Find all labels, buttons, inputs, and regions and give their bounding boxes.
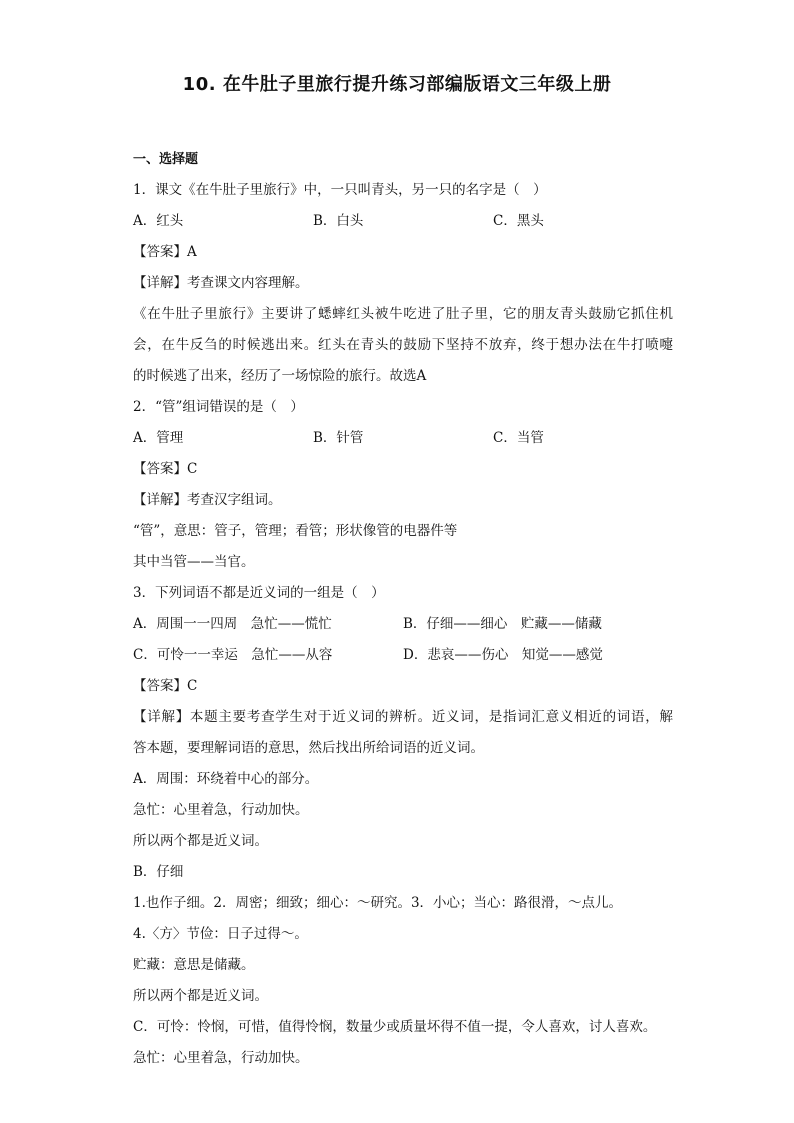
q3-explain-line: 贮藏：意思是储藏。 xyxy=(133,957,255,973)
q3-explain-line: 所以两个都是近义词。 xyxy=(133,833,268,849)
q3-option-d: D．悲哀——伤心 知觉——感觉 xyxy=(403,647,603,663)
question-3-stem: 3．下列词语不都是近义词的一组是（ ） xyxy=(133,585,385,601)
question-2-options xyxy=(133,423,673,454)
q3-explain-line: 4.〈方〉节俭：日子过得～。 xyxy=(133,926,308,942)
question-3-options-row-1 xyxy=(133,609,673,640)
q3-option-b: B．仔细——细心 贮藏——储藏 xyxy=(403,616,602,632)
q1-option-c: C．黑头 xyxy=(493,213,544,229)
document-body xyxy=(133,144,673,1074)
q3-explain-line: 急忙：心里着急，行动加快。 xyxy=(133,1050,309,1066)
q1-explain-line: 会，在牛反刍的时候逃出来。红头在青头的鼓励下坚持不放弃，终于想办法在牛打喷嚏 xyxy=(133,337,673,353)
q1-option-b: B．白头 xyxy=(313,213,364,229)
q3-explain-line: A．周围：环绕着中心的部分。 xyxy=(133,771,319,787)
q3-detail-line: 答本题，要理解词语的意思，然后找出所给词语的近义词。 xyxy=(133,740,484,756)
q3-option-a: A．周围一一四周 急忙——慌忙 xyxy=(133,616,332,632)
question-3-answer: 【答案】C xyxy=(133,678,198,694)
question-3-options-row-2 xyxy=(133,640,673,671)
q3-explain-line: B．仔细 xyxy=(133,864,184,880)
q3-option-c: C．可怜一一幸运 急忙——从容 xyxy=(133,647,333,663)
question-2-answer: 【答案】C xyxy=(133,461,198,477)
q3-explain-line: 所以两个都是近义词。 xyxy=(133,988,268,1004)
section-heading: 一、选择题 xyxy=(133,152,199,167)
q2-option-a: A．管理 xyxy=(133,430,184,446)
q1-explain-line: 的时候逃了出来，经历了一场惊险的旅行。故选A xyxy=(133,368,427,384)
q3-explain-line: 1.也作子细。2．周密；细致；细心：～研究。3．小心；当心：路很滑，～点儿。 xyxy=(133,895,623,911)
q3-explain-line: 急忙：心里着急，行动加快。 xyxy=(133,802,309,818)
question-1-stem: 1．课文《在牛肚子里旅行》中，一只叫青头，另一只的名字是（ ） xyxy=(133,182,547,198)
question-1-options xyxy=(133,206,673,237)
q2-explain-line: “管”，意思：管子，管理；看管；形状像管的电器件等 xyxy=(133,523,458,539)
q3-explain-line: C．可怜：怜悯，可惜，值得怜悯，数量少或质量坏得不值一提，令人喜欢，讨人喜欢。 xyxy=(133,1019,657,1035)
q1-explain-line: 《在牛肚子里旅行》主要讲了蟋蟀红头被牛吃进了肚子里，它的朋友青头鼓励它抓住机 xyxy=(133,306,673,322)
question-2-detail: 【详解】考查汉字组词。 xyxy=(133,492,282,508)
q2-explain-line: 其中当管——当官。 xyxy=(133,554,255,570)
page-title: 10. 在牛肚子里旅行提升练习部编版语文三年级上册 xyxy=(182,74,612,95)
q2-option-c: C．当管 xyxy=(493,430,544,446)
question-2-stem: 2．“管”组词错误的是（ ） xyxy=(133,399,304,415)
q3-detail-line: 【详解】本题主要考查学生对于近义词的辨析。近义词，是指词汇意义相近的词语，解 xyxy=(133,709,673,725)
q1-option-a: A．红头 xyxy=(133,213,184,229)
question-1-answer: 【答案】A xyxy=(133,244,197,260)
question-1-detail: 【详解】考查课文内容理解。 xyxy=(133,275,309,291)
q2-option-b: B．针管 xyxy=(313,430,364,446)
